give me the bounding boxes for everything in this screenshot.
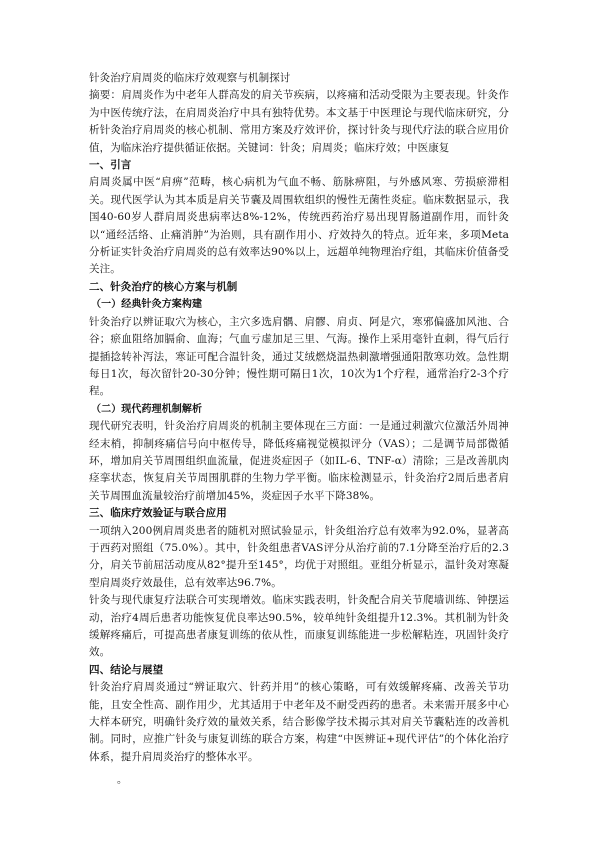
section-heading-intro: 一、引言 bbox=[89, 159, 132, 172]
classic-scheme-paragraph: 针灸治疗以辨证取穴为核心，主穴多选肩髃、肩髎、肩贞、阿是穴，寒邪偏盛加风池、合谷；瘀血阻络加膈俞、血海；气血亏虚加足三里、气海。操作上采用毫针直刺，得气后行提插捻转补泻法，寒证可配合温针灸，通过艾绒燃烧温热刺激增强通阳散寒功效。急性期每日1次，每次留针20-30分钟；慢性期可隔日1次，10次为1个疗程，通常治疗2-3个疗程。 bbox=[89, 315, 509, 398]
subsection-heading-classic-scheme: （一）经典针灸方案构建 bbox=[91, 299, 203, 311]
clinical-paragraph-2: 针灸与现代康复疗法联合可实现增效。临床实践表明，针灸配合肩关节爬墙训练、钟摆运动，治疗4周后患者功能恢复优良率达90.5%，较单纯针灸组提升12.3%。其机制为针灸缓解疼痛后，可提高患者康复训练的依从性，而康复训练能进一步松解粘连，巩固针灸疗效。 bbox=[89, 594, 509, 659]
pharmacology-paragraph: 现代研究表明，针灸治疗肩周炎的机制主要体现在三方面：一是通过刺激穴位激活外周神经末梢，抑制疼痛信号向中枢传导，降低疼痛视觉模拟评分（VAS）；二是调节局部微循环，增加肩关节周围组织血流量，促进炎症因子（如IL-6、TNF-α）清除；三是改善肌肉痉挛状态，恢复肩关节周围肌群的生物力学平衡。临床检测显示，针灸治疗2周后患者肩关节周围血流量较治疗前增加45%，炎症因子水平下降38%。 bbox=[89, 420, 509, 502]
conclusion-paragraph: 针灸治疗肩周炎通过“辨证取穴、针药并用”的核心策略，可有效缓解疼痛、改善关节功能，且安全性高、副作用少，尤其适用于中老年及不耐受西药的患者。未来需开展多中心大样本研究，明确针灸疗效的量效关系，结合影像学技术揭示其对肩关节囊粘连的改善机制。同时，应推广针灸与康复训练的联合方案，构建“中医辨证+现代评估”的个体化治疗体系，提升肩周炎治疗的整体水平。 bbox=[89, 681, 509, 763]
document-title: 针灸治疗肩周炎的临床疗效观察与机制探讨 bbox=[89, 72, 291, 84]
intro-paragraph: 肩周炎属中医“肩痹”范畴，核心病机为气血不畅、筋脉痹阻，与外感风寒、劳损瘀滞相关。现代医学认为其本质是肩关节囊及周围软组织的慢性无菌性炎症。临床数据显示，我国40-60岁人群肩周炎患病率达8%-12%，传统西药治疗易出现胃肠道副作用，而针灸以“通经活络、止痛消肿”为治则，具有副作用小、疗效持久的特点。近年来，多项Meta分析证实针灸治疗肩周炎的总有效率达90%以上，远超单纯物理治疗组，其临床价值备受关注。 bbox=[89, 176, 509, 276]
section-heading-conclusion: 四、结论与展望 bbox=[89, 663, 164, 676]
clinical-paragraph-1: 一项纳入200例肩周炎患者的随机对照试验显示，针灸组治疗总有效率为92.0%，显著高于西药对照组（75.0%）。其中，针灸组患者VAS评分从治疗前的7.1分降至治疗后的2.3分，肩关节前屈活动度从82°提升至145°，均优于对照组。亚组分析显示，温针灸对寒凝型肩周炎疗效最佳，总有效率达96.7%。 bbox=[89, 524, 509, 589]
subsection-heading-pharmacology: （二）现代药理机制解析 bbox=[91, 403, 203, 415]
section-heading-clinical: 三、临床疗效验证与联合应用 bbox=[89, 507, 227, 520]
abstract-paragraph: 摘要：肩周炎作为中老年人群高发的肩关节疾病，以疼痛和活动受限为主要表现。针灸作为中医传统疗法，在肩周炎治疗中具有独特优势。本文基于中医理论与现代临床研究，分析针灸治疗肩周炎的核心机制、常用方案及疗效评价，探讨针灸与现代疗法的联合应用价值，为临床治疗提供循证依据。关键词：针灸；肩周炎；临床疗效；中医康复 bbox=[89, 89, 509, 154]
end-mark: 。 bbox=[117, 775, 128, 787]
document-page bbox=[89, 70, 509, 788]
section-heading-mechanism: 二、针灸治疗的核心方案与机制 bbox=[89, 280, 238, 293]
